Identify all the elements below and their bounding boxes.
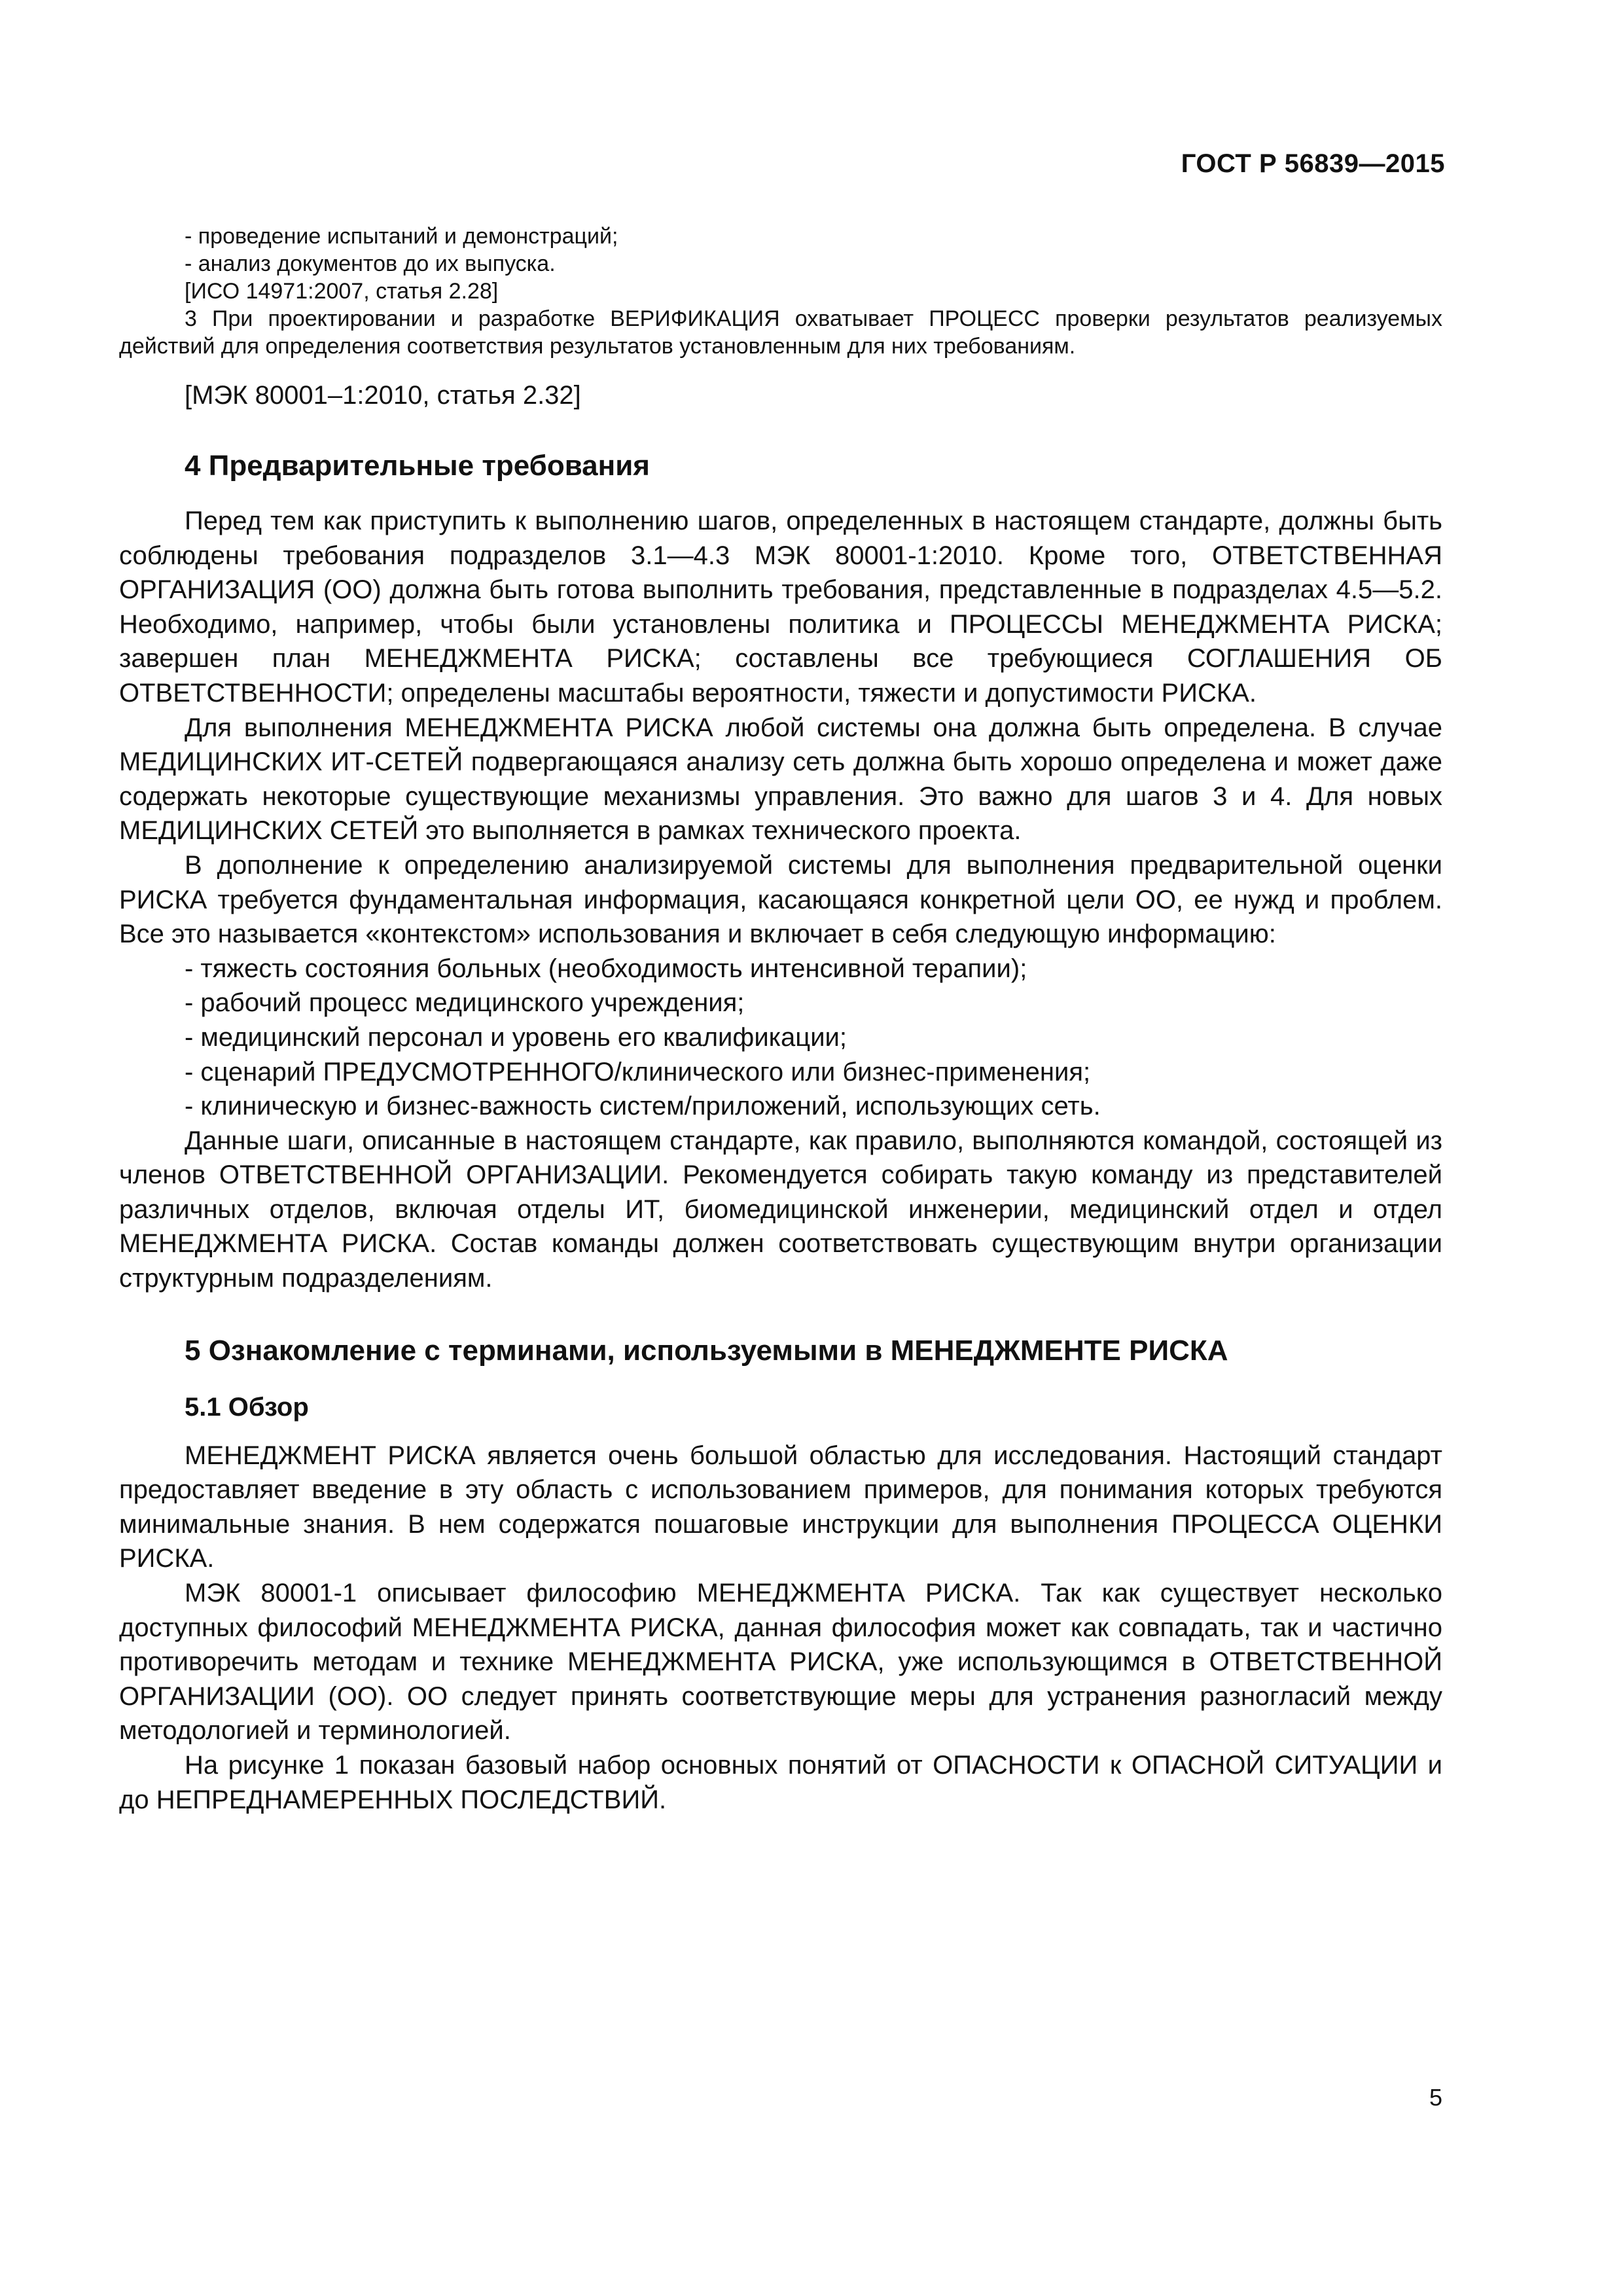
note-list-item: - проведение испытаний и демонстраций;	[185, 224, 618, 249]
section-5-paragraph: МЕНЕДЖМЕНТ РИСКА является очень большой областью для исследования. Настоящий стандарт предоставляет введение в эту область с использованием примеров, для понимания которых требуются минимальные знания. В нем содержатся пошаговые инструкции для выполнения ПРОЦЕССА ОЦЕНКИ РИСКА.	[119, 1441, 1442, 1573]
section-5-paragraph: МЭК 80001-1 описывает философию МЕНЕДЖМЕНТА РИСКА. Так как существует несколько доступных философий МЕНЕДЖМЕНТА РИСКА, данная философия может как совпадать, так и частично противоречить методам и технике МЕНЕДЖМЕНТА РИСКА, уже использующимся в ОТВЕТСТВЕННОЙ ОРГАНИЗАЦИИ (ОО). ОО следует принять соответствующие меры для устранения разногласий между методологией и терминологией.	[119, 1579, 1442, 1746]
note-list-item: - анализ документов до их выпуска.	[185, 251, 556, 276]
note-3: 3 При проектировании и разработке ВЕРИФИКАЦИЯ охватывает ПРОЦЕСС проверки результатов реализуемых действий для определения соответствия результатов установленным для них требованиям.	[119, 306, 1442, 359]
note-source-reference: [ИСО 14971:2007, статья 2.28]	[185, 279, 499, 304]
context-list-item: - медицинский персонал и уровень его квалификации;	[185, 1022, 847, 1052]
section-4-paragraph: Перед тем как приступить к выполнению шагов, определенных в настоящем стандарте, должны быть соблюдены требования подразделов 3.1—4.3 МЭК 80001-1:2010. Кроме того, ОТВЕТСТВЕННАЯ ОРГАНИЗАЦИЯ (ОО) должна быть готова выполнить требования, представленные в подразделах 4.5—5.2. Необходимо, например, чтобы были установлены политика и ПРОЦЕССЫ МЕНЕДЖМЕНТА РИСКА; завершен план МЕНЕДЖМЕНТА РИСКА; составлены все требующиеся СОГЛАШЕНИЯ ОБ ОТВЕТСТВЕННОСТИ; определены масштабы вероятности, тяжести и допустимости РИСКА.	[119, 507, 1442, 708]
context-list-item: - тяжесть состояния больных (необходимость интенсивной терапии);	[185, 954, 1027, 983]
section-spacer	[119, 1296, 1442, 1331]
context-list-item: - сценарий ПРЕДУСМОТРЕННОГО/клинического или бизнес-применения;	[185, 1057, 1091, 1086]
notes-block	[119, 223, 1442, 360]
section-4-paragraph: В дополнение к определению анализируемой системы для выполнения предварительной оценки РИСКА требуется фундаментальная информация, касающаяся конкретной цели ОО, ее нужд и проблем. Все это называется «контекстом» использования и включает в себя следующую информацию:	[119, 850, 1442, 949]
document-code: ГОСТ Р 56839—2015	[1181, 149, 1445, 178]
section-4-paragraph: Данные шаги, описанные в настоящем стандарте, как правило, выполняются командой, состоящей из членов ОТВЕТСТВЕННОЙ ОРГАНИЗАЦИИ. Рекомендуется собирать такую команду из представителей различных отделов, включая отделы ИТ, биомедицинской инженерии, медицинский отдел и отдел МЕНЕДЖМЕНТА РИСКА. Состав команды должен соответствовать существующим внутри организации структурным подразделениям.	[119, 1126, 1442, 1293]
page-body	[119, 223, 1442, 1817]
context-list-item: - клиническую и бизнес-важность систем/приложений, использующих сеть.	[185, 1092, 1101, 1121]
section-5-paragraph: На рисунке 1 показан базовый набор основных понятий от ОПАСНОСТИ к ОПАСНОЙ СИТУАЦИИ и до НЕПРЕДНАМЕРЕННЫХ ПОСЛЕДСТВИЙ.	[119, 1751, 1442, 1814]
page-number: 5	[1429, 2084, 1442, 2111]
context-list-item: - рабочий процесс медицинского учреждения;	[185, 988, 745, 1018]
section-5-1-heading: 5.1 Обзор	[185, 1392, 309, 1422]
source-reference: [МЭК 80001–1:2010, статья 2.32]	[185, 381, 581, 410]
section-5-heading: 5 Ознакомление с терминами, используемыми в МЕНЕДЖМЕНТЕ РИСКА	[185, 1334, 1228, 1367]
section-4-heading: 4 Предварительные требования	[185, 450, 650, 482]
section-4-paragraph: Для выполнения МЕНЕДЖМЕНТА РИСКА любой системы она должна быть определена. В случае МЕДИЦИНСКИХ ИТ-СЕТЕЙ подвергающаяся анализу сеть должна быть хорошо определена и может даже содержать некоторые существующие механизмы управления. Это важно для шагов 3 и 4. Для новых МЕДИЦИНСКИХ СЕТЕЙ это выполняется в рамках технического проекта.	[119, 713, 1442, 846]
